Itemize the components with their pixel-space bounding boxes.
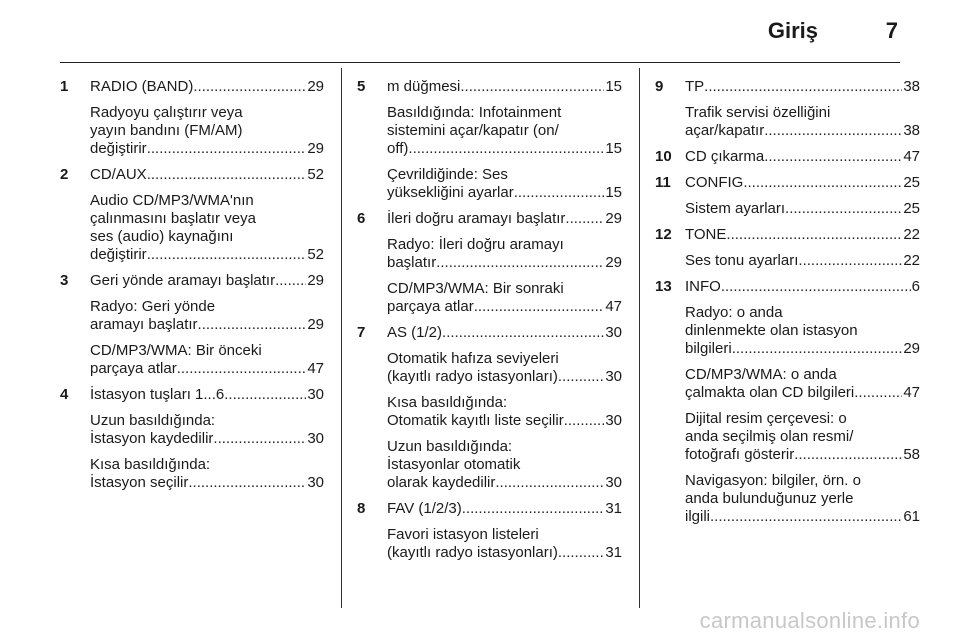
entry-title-text: CD çıkarma [685,148,765,165]
description-text: parçaya atlar [387,298,474,315]
leader-dots [726,226,902,244]
description-line: Dijital resim çerçevesi: o [685,410,847,427]
description-page-ref: 30 [307,474,324,491]
index-entry [357,324,622,492]
page-title: Giriş [767,18,818,43]
entry-number: 4 [60,386,69,403]
description-page-ref: 29 [605,254,622,271]
entry-title-page-ref: 25 [903,174,920,191]
description-text: Ses tonu ayarları [685,252,799,269]
description-text: açar/kapatır [685,122,765,139]
index-entry [357,78,622,202]
entry-number: 10 [655,148,672,165]
description-line [387,544,622,562]
description-page-ref: 29 [307,316,324,333]
leader-dots [743,174,902,192]
entry-number: 9 [655,78,664,95]
description-line [685,446,920,464]
index-entry [655,78,920,140]
index-entry [60,386,324,492]
leader-dots [460,78,604,96]
entry-title-page-ref: 15 [605,78,622,95]
description-line: ses (audio) kaynağını [90,228,234,245]
description-text: İstasyon kaydedilir [90,430,214,447]
description-page-ref: 47 [903,384,920,401]
entry-title-line [387,324,622,342]
entry-title-line [90,78,324,96]
entry-title-page-ref: 29 [307,272,324,289]
index-entry [655,278,920,526]
leader-dots [565,210,604,228]
leader-dots [514,184,605,202]
description-line: yayın bandını (FM/AM) [90,122,243,139]
entry-title-line [685,226,920,244]
description-text: çalmakta olan CD bilgileri [685,384,855,401]
watermark: carmanualsonline.info [699,608,920,633]
description-line: Basıldığında: Infotainment [387,104,562,121]
description-line [387,368,622,386]
entry-title-line [685,78,920,96]
entry-title-page-ref: 52 [307,166,324,183]
leader-dots [794,446,902,464]
description-text: aramayı başlatır [90,316,198,333]
description-line [685,340,920,358]
leader-dots [704,78,902,96]
description-page-ref: 30 [307,430,324,447]
entry-number: 6 [357,210,366,227]
description-line [90,140,324,158]
description-page-ref: 30 [605,412,622,429]
entry-description [685,366,920,402]
entry-description [387,350,622,386]
entry-description [387,280,622,316]
entry-title-page-ref: 30 [307,386,324,403]
description-line [90,430,324,448]
entry-description [685,410,920,464]
entry-description [387,438,622,492]
column-divider [639,68,640,608]
entry-title-text: RADIO (BAND) [90,78,194,95]
entry-description [685,304,920,358]
description-line: Kısa basıldığında: [90,456,211,473]
description-page-ref: 22 [903,252,920,269]
entry-description [685,472,920,526]
leader-dots [213,430,306,448]
entry-description [90,342,324,378]
entry-description [90,192,324,264]
description-page-ref: 31 [605,544,622,561]
leader-dots [224,386,306,404]
description-page-ref: 15 [605,140,622,157]
column-1 [60,78,324,500]
leader-dots [462,500,605,518]
description-line: Radyoyu çalıştırır veya [90,104,243,121]
entry-title-page-ref: 47 [903,148,920,165]
leader-dots [193,78,306,96]
index-entry [655,148,920,166]
description-line [90,474,324,492]
column-2 [357,78,622,570]
description-line: Radyo: o anda [685,304,783,321]
description-line [685,252,920,270]
entry-description [90,456,324,492]
leader-dots [188,474,306,492]
entry-number: 8 [357,500,366,517]
description-line [387,140,622,158]
description-line [387,474,622,492]
description-text: başlatır [387,254,437,271]
entry-description [90,104,324,158]
leader-dots [147,166,307,184]
description-line [387,412,622,430]
description-line: Radyo: Geri yönde [90,298,216,315]
entry-title-page-ref: 29 [307,78,324,95]
entry-title-page-ref: 29 [605,210,622,227]
index-entry [357,210,622,316]
description-line [90,316,324,334]
entry-title-text: TONE [685,226,727,243]
leader-dots [147,246,307,264]
description-line: Trafik servisi özelliğini [685,104,831,121]
description-page-ref: 61 [903,508,920,525]
description-text: yüksekliğini ayarlar [387,184,514,201]
description-line: dinlenmekte olan istasyon [685,322,858,339]
description-line: CD/MP3/WMA: Bir sonraki [387,280,564,297]
entry-number: 11 [655,174,671,191]
description-line [685,508,920,526]
description-line: Uzun basıldığında: [90,412,216,429]
entry-description [90,298,324,334]
entry-title-page-ref: 38 [903,78,920,95]
description-text: (kayıtlı radyo istasyonları) [387,544,558,561]
entry-title-line [387,78,622,96]
entry-number: 1 [60,78,69,95]
description-line [387,298,622,316]
entry-number: 3 [60,272,69,289]
description-line: Radyo: İleri doğru aramayı [387,236,564,253]
description-page-ref: 25 [903,200,920,217]
description-line: Uzun basıldığında: [387,438,513,455]
description-line: İstasyonlar otomatik [387,456,521,473]
index-entry [60,272,324,378]
entry-title-text: m düğmesi [387,78,461,95]
entry-description [387,394,622,430]
entry-title-page-ref: 6 [911,278,920,295]
description-page-ref: 29 [903,340,920,357]
description-page-ref: 30 [605,474,622,491]
column-3 [655,78,920,534]
entry-number: 12 [655,226,672,243]
description-text: fotoğrafı gösterir [685,446,795,463]
description-line: CD/MP3/WMA: o anda [685,366,837,383]
description-text: Sistem ayarları [685,200,786,217]
description-line [685,200,920,218]
leader-dots [564,412,605,430]
leader-dots [275,272,306,290]
description-page-ref: 58 [903,446,920,463]
description-line: sistemini açar/kapatır (on/ [387,122,559,139]
entry-description [685,104,920,140]
description-line: Kısa basıldığında: [387,394,508,411]
description-text: olarak kaydedilir [387,474,496,491]
leader-dots [442,324,604,342]
description-text: (kayıtlı radyo istasyonları) [387,368,558,385]
entry-title-line [90,386,324,404]
entry-title-text: CONFIG [685,174,744,191]
entry-number: 2 [60,166,69,183]
description-page-ref: 15 [605,184,622,201]
entry-description [387,166,622,202]
description-text: Otomatik kayıtlı liste seçilir [387,412,564,429]
entry-title-line [685,148,920,166]
description-line: Audio CD/MP3/WMA'nın [90,192,254,209]
leader-dots [854,384,902,402]
page-number: 7 [885,18,898,43]
description-line [90,360,324,378]
index-entry [60,166,324,264]
entry-title-text: İleri doğru aramayı başlatır [387,210,566,227]
leader-dots [558,544,604,562]
description-text: off) [387,140,409,157]
entry-title-line [387,500,622,518]
description-line [685,122,920,140]
entry-title-text: Geri yönde aramayı başlatır [90,272,276,289]
description-line: Favori istasyon listeleri [387,526,539,543]
entry-title-page-ref: 31 [605,500,622,517]
description-page-ref: 47 [307,360,324,377]
description-line: Otomatik hafıza seviyeleri [387,350,559,367]
entry-title-text: AS (1/2) [387,324,443,341]
description-text: parçaya atlar [90,360,177,377]
index-entry [655,174,920,218]
leader-dots [764,148,902,166]
entry-title-page-ref: 30 [605,324,622,341]
entry-title-text: CD/AUX [90,166,147,183]
power-icon: m [387,78,400,95]
description-text: bilgileri [685,340,732,357]
description-line [387,184,622,202]
column-divider [341,68,342,608]
description-page-ref: 30 [605,368,622,385]
leader-dots [147,140,307,158]
description-text: değiştirir [90,246,147,263]
entry-number: 13 [655,278,672,295]
leader-dots [785,200,902,218]
description-text: İstasyon seçilir [90,474,189,491]
entry-title-text: İstasyon tuşları 1...6 [90,386,225,403]
description-line: anda bulunduğunuz yerle [685,490,854,507]
entry-title-line [685,278,920,296]
entry-number: 7 [357,324,366,341]
entry-description [387,526,622,562]
leader-dots [721,278,911,296]
description-page-ref: 52 [307,246,324,263]
leader-dots [732,340,903,358]
description-line: anda seçilmiş olan resmi/ [685,428,854,445]
index-entry [357,500,622,562]
description-line [387,254,622,272]
description-line: CD/MP3/WMA: Bir önceki [90,342,262,359]
leader-dots [474,298,605,316]
leader-dots [436,254,604,272]
description-line [685,384,920,402]
index-entry [60,78,324,158]
entry-title-text: INFO [685,278,721,295]
description-page-ref: 47 [605,298,622,315]
entry-title-text: TP [685,78,705,95]
entry-title-line [90,166,324,184]
entry-description [685,252,920,270]
entry-description [387,104,622,158]
entry-description [387,236,622,272]
entry-description [90,412,324,448]
leader-dots [764,122,902,140]
description-page-ref: 38 [903,122,920,139]
description-text: ilgili [685,508,711,525]
entry-title-line [90,272,324,290]
page-header [60,0,900,63]
description-line: çalınmasını başlatır veya [90,210,256,227]
description-page-ref: 29 [307,140,324,157]
description-text: değiştirir [90,140,147,157]
entry-title-text: FAV (1/2/3) [387,500,462,517]
entry-title-line [387,210,622,228]
leader-dots [710,508,902,526]
index-entry [655,226,920,270]
entry-number: 5 [357,78,366,95]
entry-description [685,200,920,218]
leader-dots [558,368,604,386]
leader-dots [798,252,902,270]
leader-dots [408,140,604,158]
leader-dots [198,316,307,334]
leader-dots [495,474,604,492]
entry-title-page-ref: 22 [903,226,920,243]
description-line [90,246,324,264]
entry-title-line [685,174,920,192]
leader-dots [177,360,307,378]
description-line: Navigasyon: bilgiler, örn. o [685,472,861,489]
description-line: Çevrildiğinde: Ses [387,166,508,183]
